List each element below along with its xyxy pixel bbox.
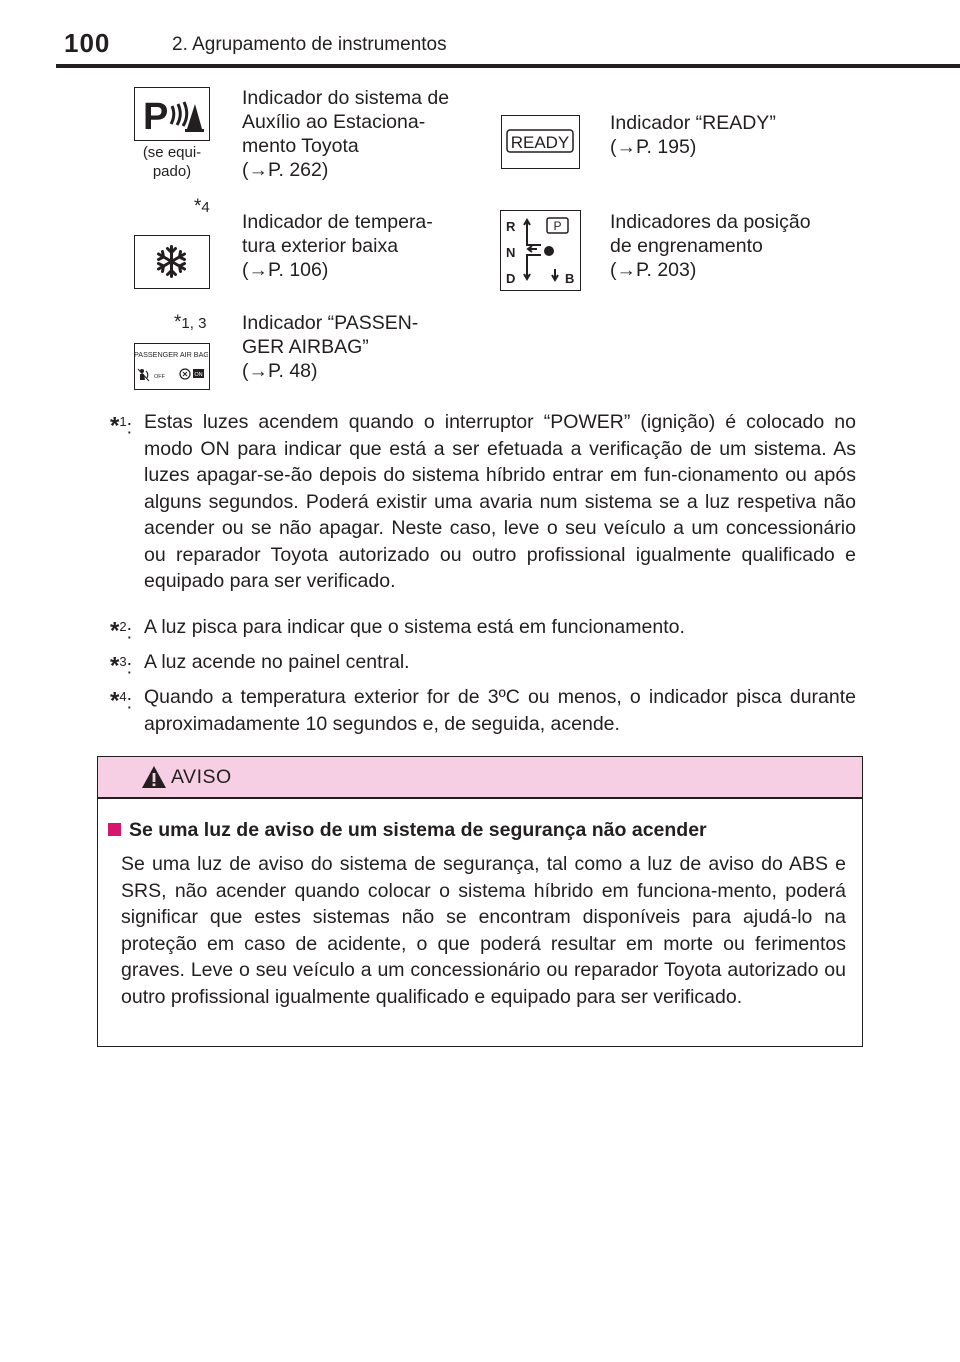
shift-position-description: Indicadores da posição de engrenamento (→P. 203) — [610, 211, 811, 281]
footnote-3: *$^3$: A luz acende no painel central. — [110, 651, 410, 680]
shift-position-icon — [500, 210, 581, 291]
snowflake-icon — [134, 235, 210, 289]
warning-header — [98, 757, 862, 799]
passenger-airbag-description: Indicador “PASSEN- GER AIRBAG” (→P. 48) — [242, 312, 419, 382]
warning-label: AVISO — [171, 766, 232, 788]
header-rule — [56, 64, 960, 68]
footnote-marker: *1, 3 — [174, 312, 207, 333]
footnote-1: *$^1$: Estas luzes acendem quando o interruptor “POWER” (ignição) é colocado no modo ON para indicar que está a ser efetuada a verificação de um sistema. As luzes apagar-se-ão depois do sistema híbrido entrar em fun-cionamento ou após alguns segundos. Poderá existir uma avaria num sistema se a luz respetiva não acender ou se não apagar. Neste caso, leve o seu veículo a um concessionário ou reparador Toyota autorizado ou outro profissional igualmente qualificado e equipado para ser verificado. — [110, 411, 856, 592]
svg-text:OFF: OFF — [154, 374, 165, 380]
equipment-note: (se equi- pado) — [142, 144, 202, 180]
svg-text:P: P — [143, 96, 169, 138]
warning-box — [97, 756, 863, 1047]
svg-text:N: N — [506, 245, 516, 260]
svg-text:D: D — [506, 271, 516, 286]
svg-text:PASSENGER AIR BAG: PASSENGER AIR BAG — [135, 350, 208, 359]
svg-text:P: P — [553, 219, 562, 233]
ready-icon — [501, 115, 580, 169]
ready-description: Indicador “READY” (→P. 195) — [610, 112, 776, 158]
footnote-marker: *4 — [194, 196, 210, 217]
svg-text:READY: READY — [510, 133, 570, 152]
page-number: 100 — [64, 28, 111, 58]
footnote-4: *$^4$: Quando a temperatura exterior for de 3ºC ou menos, o indicador pisca durante aproximadamente 10 segundos e, de seguida, acende. — [110, 686, 856, 735]
warning-triangle-icon — [141, 765, 167, 789]
parking-assist-icon — [134, 87, 210, 141]
bullet-square-icon — [108, 823, 121, 836]
warning-item-text: Se uma luz de aviso do sistema de segurança, tal como a luz de aviso do ABS e SRS, não acender quando colocar o sistema híbrido em funciona-mento, poderá significar que estes sistemas não se encontram disponíveis para ajudá-lo na proteção em caso de acidente, o que poderá resultar em morte ou ferimentos graves. Leve o seu veículo a um concessionário ou reparador Toyota autorizado ou outro profissional igualmente qualificado e equipado para ser verificado. — [121, 853, 846, 1008]
parking-assist-description: Indicador do sistema de Auxílio ao Estaciona- mento Toyota (→P. 262) — [242, 87, 450, 181]
svg-text:ON: ON — [194, 372, 203, 378]
footnote-2: *$^2$: A luz pisca para indicar que o sistema está em funcionamento. — [110, 616, 685, 645]
section-title: 2. Agrupamento de instrumentos — [172, 34, 447, 55]
warning-item-title: Se uma luz de aviso de um sistema de segurança não acender — [108, 819, 707, 842]
svg-text:B: B — [565, 271, 575, 286]
low-temperature-description: Indicador de tempera- tura exterior baixa (→P. 106) — [242, 211, 433, 281]
svg-text:R: R — [506, 219, 516, 234]
passenger-airbag-icon — [134, 343, 210, 390]
